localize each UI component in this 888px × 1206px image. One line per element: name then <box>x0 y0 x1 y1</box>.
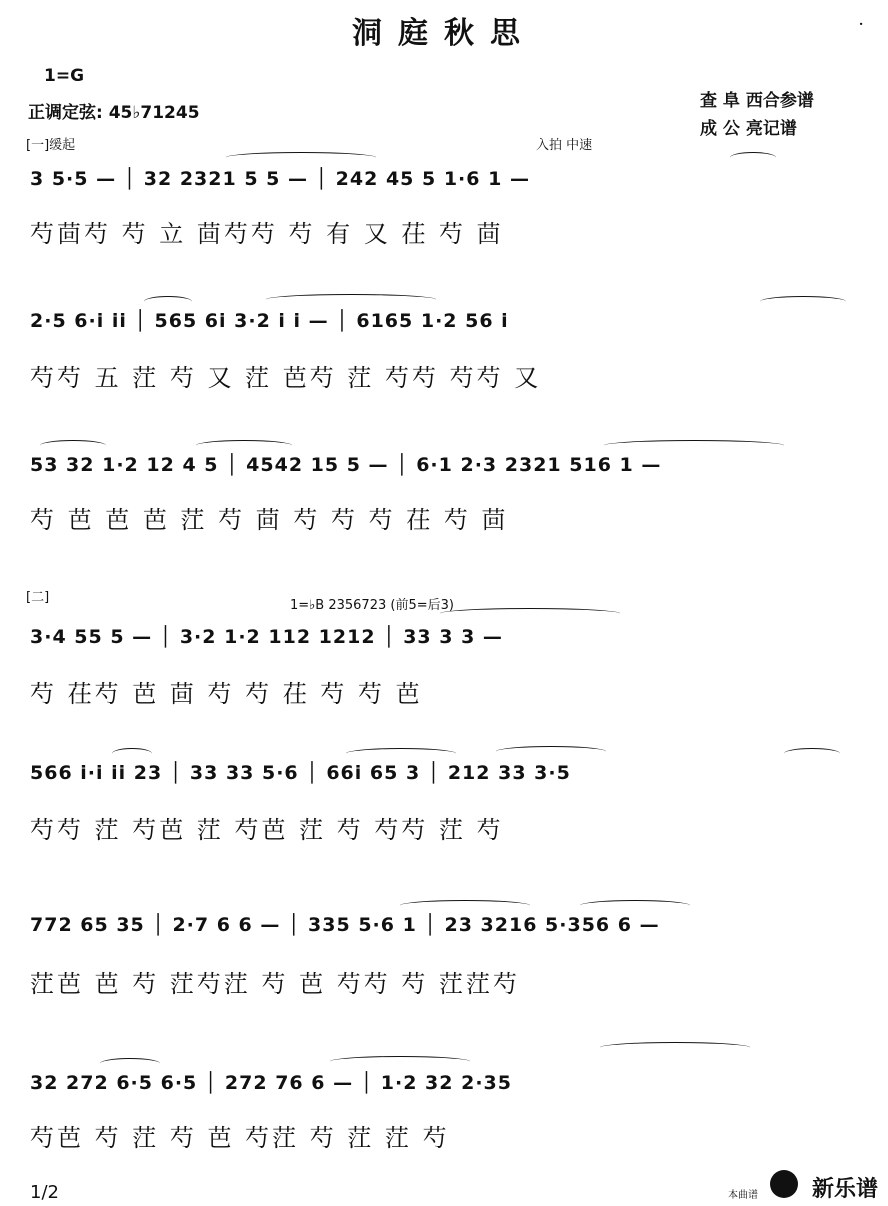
notation-row-1: 3 5·5 — │ 32 2321 5 5 — │ 242 45 5 1·6 1 — <box>30 168 530 190</box>
jianzi-row-5: 芍芍 茳 芍芭 茳 芍芭 茳 芍 芍芍 茳 芍 <box>30 816 504 844</box>
jianzi-row-1: 芍茴芍 芍 立 茴芍芍 芍 有 又 茌 芍 茴 <box>30 220 504 248</box>
slur <box>784 748 840 759</box>
slur <box>440 608 620 619</box>
slur <box>144 296 192 307</box>
brand-name: 新乐谱 <box>811 1177 878 1202</box>
page-number: 1/2 <box>30 1182 59 1203</box>
author-1: 查 阜 西合参谱 <box>700 91 814 111</box>
slur <box>100 1058 160 1069</box>
section-2-label: [二] <box>26 590 50 605</box>
notation-row-4: 3·4 55 5 — │ 3·2 1·2 112 1212 │ 33 3 3 — <box>30 626 503 648</box>
slur <box>580 900 690 911</box>
key-signature: 1=G <box>44 66 85 86</box>
modulation-mark: 1=♭B 2356723 (前5=后3) <box>290 598 454 613</box>
slur <box>40 440 106 451</box>
slur <box>400 900 530 911</box>
jianzi-row-4: 芍 茌芍 芭 茴 芍 芍 茌 芍 芍 芭 <box>30 680 423 708</box>
slur <box>226 152 376 163</box>
slur <box>112 748 152 759</box>
score-title: 洞庭秋思 <box>352 16 536 51</box>
corner-dot: · <box>858 14 864 35</box>
jianzi-row-2: 芍芍 五 茳 芍 又 茳 芭芍 茳 芍芍 芍芍 又 <box>30 364 542 392</box>
jianzi-row-7: 芍芭 芍 茳 芍 芭 芍茳 芍 茳 茳 芍 <box>30 1124 450 1152</box>
slur <box>496 746 606 757</box>
notation-row-6: 772 65 35 │ 2·7 6 6 — │ 335 5·6 1 │ 23 3216 5·356 6 — <box>30 914 660 936</box>
slur <box>196 440 292 451</box>
slur <box>760 296 846 307</box>
tuning-line: 正调定弦: 45♭71245 <box>28 103 200 123</box>
notation-row-7: 32 272 6·5 6·5 │ 272 76 6 — │ 1·2 32 2·35 <box>30 1072 512 1094</box>
notation-row-2: 2·5 6·i ii │ 565 6i 3·2 i i — │ 6165 1·2 56 i <box>30 310 509 332</box>
slur <box>600 1042 750 1053</box>
jianzi-row-6: 茳芭 芭 芍 茳芍茳 芍 芭 芍芍 芍 茳茳芍 <box>30 970 521 998</box>
jianzi-row-3: 芍 芭 芭 芭 茳 芍 茴 芍 芍 芍 茌 芍 茴 <box>30 506 509 534</box>
slur <box>330 1056 470 1067</box>
slur <box>346 748 456 759</box>
author-2: 成 公 亮记谱 <box>700 119 797 139</box>
brand-logo-icon <box>770 1170 798 1198</box>
slur <box>730 152 776 163</box>
tempo-mark: 入拍 中速 <box>536 138 593 153</box>
section-1-label: [一]缓起 <box>26 138 76 153</box>
slur <box>604 440 784 451</box>
slur <box>266 294 436 305</box>
notation-row-3: 53 32 1·2 12 4 5 │ 4542 15 5 — │ 6·1 2·3 2321 516 1 — <box>30 454 662 476</box>
notation-row-5: 566 i·i ii 23 │ 33 33 5·6 │ 66i 65 3 │ 212 33 3·5 <box>30 762 571 784</box>
brand-caption: 本曲谱 <box>728 1190 758 1201</box>
